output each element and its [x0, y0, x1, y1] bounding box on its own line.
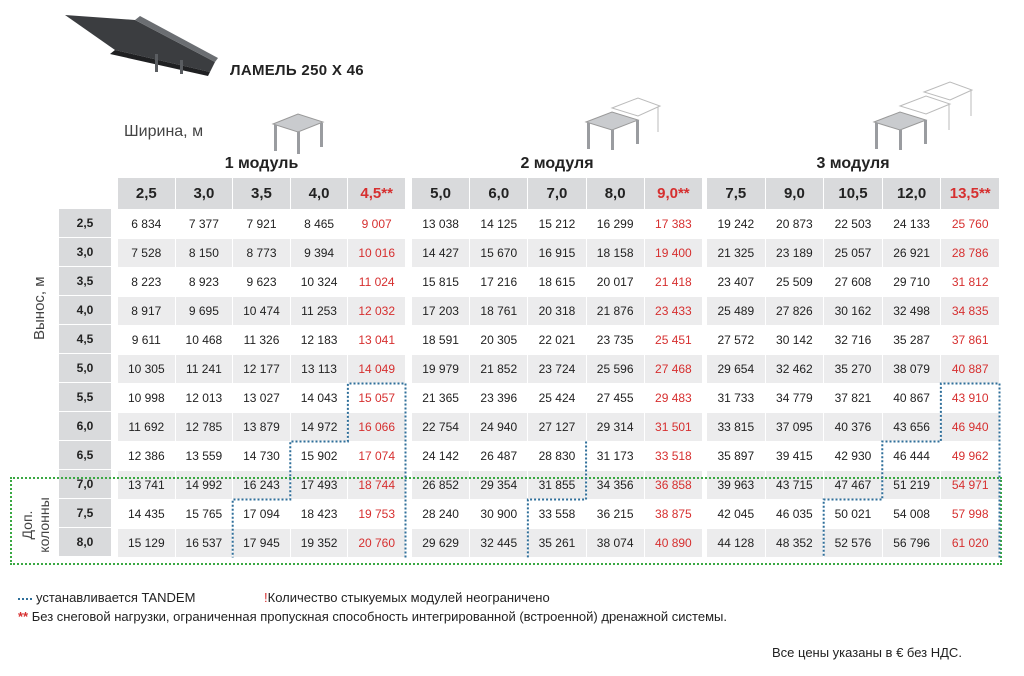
extra-columns-frame	[10, 477, 1002, 565]
price-cell: 25 057	[824, 239, 883, 268]
table-row	[412, 413, 703, 442]
price-cell: 33 518	[644, 442, 702, 471]
group-title-1-module: 1 модуль	[224, 155, 299, 172]
price-cell: 32 445	[470, 529, 528, 558]
price-cell: 13 038	[412, 210, 470, 239]
footer-asterisk-note	[18, 609, 727, 624]
table-row	[707, 355, 1000, 384]
price-cell: 17 383	[644, 210, 702, 239]
price-cell: 14 992	[175, 471, 233, 500]
price-cell: 11 241	[175, 355, 233, 384]
price-cell: 20 318	[528, 297, 586, 326]
price-cell: 57 998	[941, 500, 1000, 529]
price-cell: 23 189	[765, 239, 824, 268]
table-row	[707, 268, 1000, 297]
price-cell: 17 203	[412, 297, 470, 326]
price-cell: 13 559	[175, 442, 233, 471]
depth-row	[59, 209, 112, 238]
price-cell: 47 467	[824, 471, 883, 500]
price-cell: 21 876	[586, 297, 644, 326]
table-row	[412, 442, 703, 471]
price-cell: 10 016	[348, 239, 406, 268]
price-cell: 46 940	[941, 413, 1000, 442]
depth-row	[59, 238, 112, 267]
depth-row-header-cell: 5,0	[59, 354, 112, 383]
price-cell: 25 424	[528, 384, 586, 413]
price-cell: 38 079	[882, 355, 941, 384]
depth-row	[59, 383, 112, 412]
width-header-cell: 4,5**	[348, 178, 406, 210]
price-cell: 18 615	[528, 268, 586, 297]
unlimited-note: Количество стыкуемых модулей неограничено	[267, 590, 550, 605]
price-cell: 35 897	[707, 442, 766, 471]
footer-legend-line-1	[18, 590, 195, 605]
price-cell: 17 945	[233, 529, 291, 558]
price-cell: 14 125	[470, 210, 528, 239]
depth-row-header-cell: 3,5	[59, 267, 112, 296]
price-cell: 34 356	[586, 471, 644, 500]
depth-row	[59, 325, 112, 354]
price-cell: 20 760	[348, 529, 406, 558]
depth-row-header-cell: 7,5	[59, 499, 112, 528]
table-row	[412, 268, 703, 297]
price-cell: 31 855	[528, 471, 586, 500]
table-row	[707, 297, 1000, 326]
width-axis-label: Ширина, м	[124, 123, 204, 140]
price-cell: 12 785	[175, 413, 233, 442]
price-cell: 49 962	[941, 442, 1000, 471]
price-cell: 27 608	[824, 268, 883, 297]
price-cell: 37 095	[765, 413, 824, 442]
price-cell: 32 716	[824, 326, 883, 355]
table-row	[118, 239, 406, 268]
price-cell: 8 923	[175, 268, 233, 297]
price-cell: 29 710	[882, 268, 941, 297]
price-cell: 44 128	[707, 529, 766, 558]
group-title-2-modules: 2 модуля	[520, 155, 594, 172]
width-header-cell: 4,0	[290, 178, 348, 210]
price-cell: 33 558	[528, 500, 586, 529]
depth-axis-label: Вынос, м	[31, 276, 48, 340]
price-cell: 24 142	[412, 442, 470, 471]
price-cell: 13 741	[118, 471, 176, 500]
price-cell: 23 433	[644, 297, 702, 326]
footer-unlimited	[264, 590, 550, 605]
price-cell: 27 826	[765, 297, 824, 326]
width-header-cell: 3,5	[233, 178, 291, 210]
price-cell: 42 045	[707, 500, 766, 529]
price-cell: 10 324	[290, 268, 348, 297]
price-cell: 29 629	[412, 529, 470, 558]
price-cell: 34 835	[941, 297, 1000, 326]
table-row	[707, 384, 1000, 413]
table-row	[412, 384, 703, 413]
price-cell: 31 501	[644, 413, 702, 442]
price-cell: 48 352	[765, 529, 824, 558]
price-cell: 36 215	[586, 500, 644, 529]
price-cell: 29 654	[707, 355, 766, 384]
width-header-cell: 6,0	[470, 178, 528, 210]
price-cell: 50 021	[824, 500, 883, 529]
price-cell: 9 007	[348, 210, 406, 239]
table-row	[707, 239, 1000, 268]
price-note: Все цены указаны в € без НДС.	[772, 645, 962, 660]
price-cell: 25 509	[765, 268, 824, 297]
price-cell: 11 692	[118, 413, 176, 442]
price-cell: 32 498	[882, 297, 941, 326]
price-cell: 15 057	[348, 384, 406, 413]
price-cell: 10 305	[118, 355, 176, 384]
price-cell: 11 024	[348, 268, 406, 297]
price-cell: 16 915	[528, 239, 586, 268]
price-cell: 15 670	[470, 239, 528, 268]
one-module-pergola-icon	[268, 110, 328, 155]
price-cell: 17 216	[470, 268, 528, 297]
price-cell: 29 314	[586, 413, 644, 442]
price-cell: 22 754	[412, 413, 470, 442]
price-cell: 16 299	[586, 210, 644, 239]
price-cell: 35 261	[528, 529, 586, 558]
price-cell: 27 572	[707, 326, 766, 355]
width-header-row	[412, 178, 703, 210]
price-cell: 25 489	[707, 297, 766, 326]
price-cell: 23 735	[586, 326, 644, 355]
price-cell: 8 917	[118, 297, 176, 326]
price-cell: 23 407	[707, 268, 766, 297]
asterisk-note: Без снеговой нагрузки, ограниченная пропускная способность интегрированной (встроенной) дренажной системы.	[28, 609, 727, 624]
price-cell: 39 963	[707, 471, 766, 500]
width-header-cell: 8,0	[586, 178, 644, 210]
three-module-pergola-icon	[870, 80, 975, 152]
depth-row	[59, 267, 112, 296]
price-cell: 19 979	[412, 355, 470, 384]
price-cell: 35 270	[824, 355, 883, 384]
price-cell: 13 113	[290, 355, 348, 384]
price-cell: 39 415	[765, 442, 824, 471]
price-cell: 23 724	[528, 355, 586, 384]
price-cell: 36 858	[644, 471, 702, 500]
depth-row	[59, 412, 112, 441]
price-cell: 9 611	[118, 326, 176, 355]
table-row	[707, 326, 1000, 355]
price-cell: 37 821	[824, 384, 883, 413]
width-header-cell: 10,5	[824, 178, 883, 210]
width-header-row	[707, 178, 1000, 210]
price-cell: 10 998	[118, 384, 176, 413]
price-cell: 28 830	[528, 442, 586, 471]
price-cell: 12 013	[175, 384, 233, 413]
price-cell: 28 786	[941, 239, 1000, 268]
price-cell: 21 365	[412, 384, 470, 413]
price-cell: 20 305	[470, 326, 528, 355]
price-cell: 27 468	[644, 355, 702, 384]
price-cell: 26 852	[412, 471, 470, 500]
price-cell: 25 451	[644, 326, 702, 355]
price-cell: 33 815	[707, 413, 766, 442]
price-cell: 7 921	[233, 210, 291, 239]
price-cell: 43 910	[941, 384, 1000, 413]
price-cell: 32 462	[765, 355, 824, 384]
table-row	[118, 384, 406, 413]
price-cell: 18 591	[412, 326, 470, 355]
price-cell: 26 487	[470, 442, 528, 471]
extra-columns-label: Доп. колонны	[19, 497, 52, 553]
price-cell: 42 930	[824, 442, 883, 471]
price-cell: 20 873	[765, 210, 824, 239]
price-cell: 13 027	[233, 384, 291, 413]
price-cell: 10 474	[233, 297, 291, 326]
price-cell: 38 875	[644, 500, 702, 529]
price-cell: 16 243	[233, 471, 291, 500]
width-header-cell: 2,5	[118, 178, 176, 210]
price-cell: 19 352	[290, 529, 348, 558]
price-cell: 51 219	[882, 471, 941, 500]
depth-row-header-cell: 8,0	[59, 528, 112, 557]
price-cell: 56 796	[882, 529, 941, 558]
price-cell: 17 493	[290, 471, 348, 500]
depth-row	[59, 354, 112, 383]
table-row	[118, 326, 406, 355]
price-cell: 10 468	[175, 326, 233, 355]
width-header-cell: 7,0	[528, 178, 586, 210]
price-cell: 15 129	[118, 529, 176, 558]
price-cell: 21 325	[707, 239, 766, 268]
price-cell: 61 020	[941, 529, 1000, 558]
price-cell: 35 287	[882, 326, 941, 355]
width-header-cell: 3,0	[175, 178, 233, 210]
price-cell: 17 074	[348, 442, 406, 471]
price-cell: 29 354	[470, 471, 528, 500]
width-header-cell: 7,5	[707, 178, 766, 210]
price-cell: 18 761	[470, 297, 528, 326]
price-cell: 14 043	[290, 384, 348, 413]
price-cell: 22 503	[824, 210, 883, 239]
price-cell: 54 971	[941, 471, 1000, 500]
price-cell: 19 753	[348, 500, 406, 529]
price-cell: 37 861	[941, 326, 1000, 355]
unlimited-mark: !	[264, 590, 268, 605]
price-cell: 25 596	[586, 355, 644, 384]
width-header-row	[118, 178, 406, 210]
price-cell: 14 049	[348, 355, 406, 384]
price-cell: 31 173	[586, 442, 644, 471]
price-cell: 7 528	[118, 239, 176, 268]
price-cell: 8 223	[118, 268, 176, 297]
depth-row	[59, 296, 112, 325]
price-cell: 8 465	[290, 210, 348, 239]
price-cell: 23 396	[470, 384, 528, 413]
price-cell: 46 035	[765, 500, 824, 529]
depth-row-header-cell: 4,5	[59, 325, 112, 354]
price-cell: 15 902	[290, 442, 348, 471]
depth-row-header-cell: 2,5	[59, 209, 112, 238]
price-cell: 11 253	[290, 297, 348, 326]
table-row	[707, 442, 1000, 471]
price-cell: 16 066	[348, 413, 406, 442]
lamella-profile-image	[60, 10, 225, 80]
price-cell: 38 074	[586, 529, 644, 558]
table-row	[412, 355, 703, 384]
two-module-pergola-icon	[582, 96, 662, 152]
price-cell: 54 008	[882, 500, 941, 529]
price-cell: 30 162	[824, 297, 883, 326]
price-cell: 15 815	[412, 268, 470, 297]
depth-row-header-cell: 5,5	[59, 383, 112, 412]
price-cell: 12 386	[118, 442, 176, 471]
price-cell: 11 326	[233, 326, 291, 355]
table-row	[707, 210, 1000, 239]
table-row	[118, 442, 406, 471]
price-cell: 9 695	[175, 297, 233, 326]
price-cell: 14 427	[412, 239, 470, 268]
depth-row-header-cell: 4,0	[59, 296, 112, 325]
price-cell: 9 623	[233, 268, 291, 297]
price-cell: 27 127	[528, 413, 586, 442]
price-cell: 12 032	[348, 297, 406, 326]
price-cell: 29 483	[644, 384, 702, 413]
tandem-legend-icon	[18, 598, 32, 600]
product-title: ЛАМЕЛЬ 250 Х 46	[230, 62, 364, 79]
table-row	[707, 413, 1000, 442]
price-cell: 15 212	[528, 210, 586, 239]
table-row	[118, 355, 406, 384]
table-row	[412, 239, 703, 268]
width-header-cell: 13,5**	[941, 178, 1000, 210]
price-cell: 16 537	[175, 529, 233, 558]
price-cell: 43 715	[765, 471, 824, 500]
price-cell: 8 150	[175, 239, 233, 268]
price-cell: 8 773	[233, 239, 291, 268]
price-cell: 13 879	[233, 413, 291, 442]
width-header-cell: 9,0**	[644, 178, 702, 210]
depth-row-header-cell: 3,0	[59, 238, 112, 267]
depth-row-header-cell: 7,0	[59, 470, 112, 499]
price-cell: 30 142	[765, 326, 824, 355]
price-cell: 34 779	[765, 384, 824, 413]
table-row	[118, 413, 406, 442]
price-cell: 18 158	[586, 239, 644, 268]
group-title-3-modules: 3 модуля	[816, 155, 890, 172]
price-cell: 18 744	[348, 471, 406, 500]
price-cell: 25 760	[941, 210, 1000, 239]
price-cell: 43 656	[882, 413, 941, 442]
price-cell: 31 733	[707, 384, 766, 413]
price-cell: 13 041	[348, 326, 406, 355]
price-cell: 40 890	[644, 529, 702, 558]
price-cell: 21 852	[470, 355, 528, 384]
price-cell: 15 765	[175, 500, 233, 529]
price-cell: 18 423	[290, 500, 348, 529]
price-cell: 17 094	[233, 500, 291, 529]
price-cell: 19 400	[644, 239, 702, 268]
price-cell: 52 576	[824, 529, 883, 558]
price-cell: 24 940	[470, 413, 528, 442]
price-cell: 9 394	[290, 239, 348, 268]
price-cell: 31 812	[941, 268, 1000, 297]
width-header-cell: 12,0	[882, 178, 941, 210]
price-cell: 14 972	[290, 413, 348, 442]
price-cell: 46 444	[882, 442, 941, 471]
table-row	[118, 268, 406, 297]
table-row	[118, 210, 406, 239]
width-header-cell: 9,0	[765, 178, 824, 210]
price-cell: 21 418	[644, 268, 702, 297]
price-cell: 24 133	[882, 210, 941, 239]
width-header-cell: 5,0	[412, 178, 470, 210]
depth-row-header-cell: 6,0	[59, 412, 112, 441]
price-cell: 40 887	[941, 355, 1000, 384]
tandem-note: устанавливается TANDEM	[36, 590, 196, 605]
depth-row-header-cell: 6,5	[59, 441, 112, 470]
price-cell: 7 377	[175, 210, 233, 239]
price-cell: 40 867	[882, 384, 941, 413]
price-cell: 6 834	[118, 210, 176, 239]
price-cell: 22 021	[528, 326, 586, 355]
table-row	[412, 297, 703, 326]
price-cell: 12 183	[290, 326, 348, 355]
price-cell: 20 017	[586, 268, 644, 297]
price-cell: 14 435	[118, 500, 176, 529]
table-row	[118, 297, 406, 326]
price-cell: 14 730	[233, 442, 291, 471]
table-row	[412, 326, 703, 355]
table-row	[412, 210, 703, 239]
price-cell: 12 177	[233, 355, 291, 384]
asterisk-mark: **	[18, 609, 29, 624]
price-cell: 19 242	[707, 210, 766, 239]
price-cell: 30 900	[470, 500, 528, 529]
price-cell: 26 921	[882, 239, 941, 268]
depth-row	[59, 441, 112, 470]
price-cell: 28 240	[412, 500, 470, 529]
price-cell: 40 376	[824, 413, 883, 442]
price-cell: 27 455	[586, 384, 644, 413]
